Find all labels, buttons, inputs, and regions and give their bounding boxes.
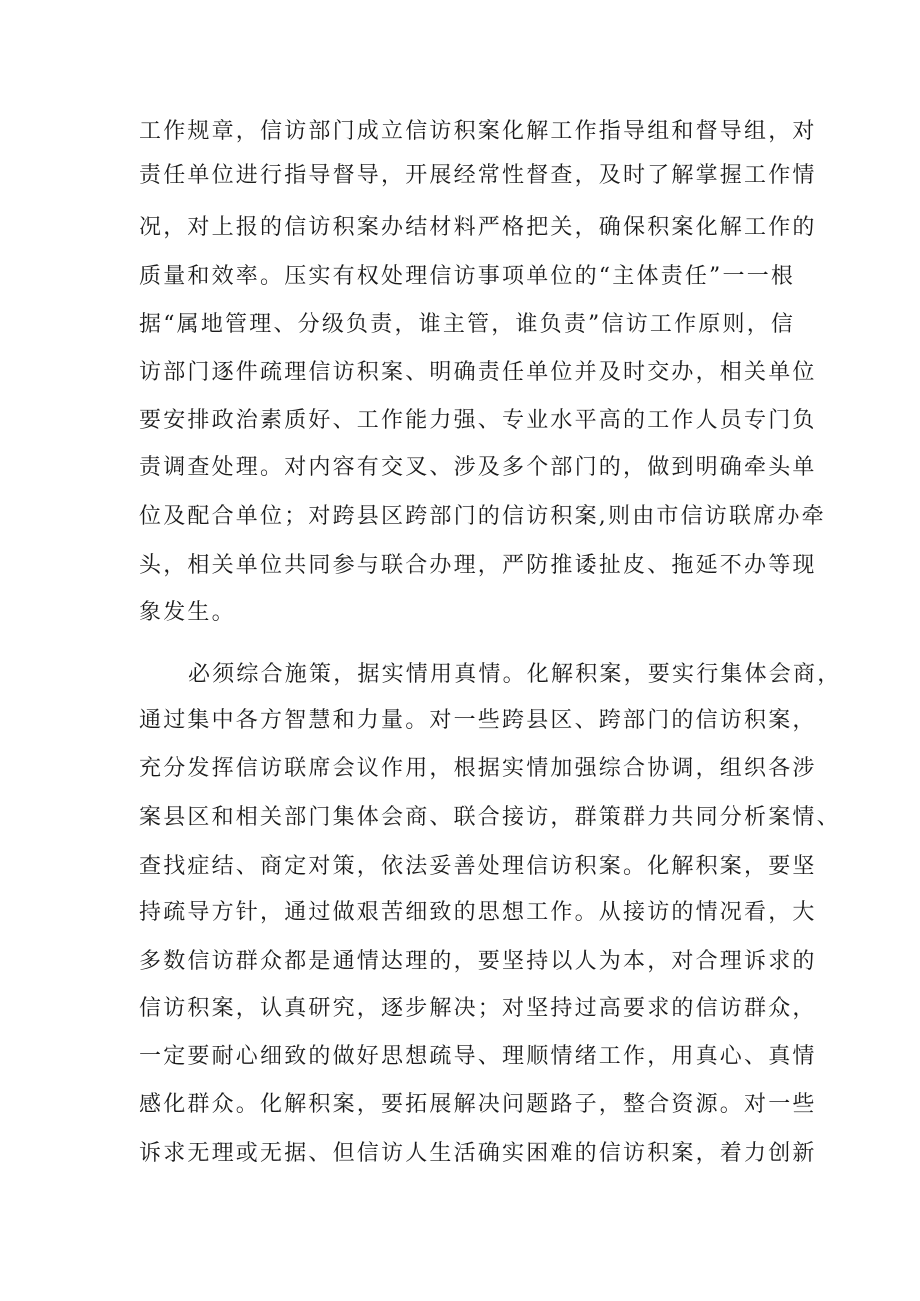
paragraph-line: 一定要耐心细致的做好思想疏导、理顺情绪工作，用真心、真情 [139, 1044, 817, 1069]
paragraph-line: 查找症结、商定对策，依法妥善处理信访积案。化解积案，要坚 [139, 854, 817, 879]
paragraph-line: 通过集中各方智慧和力量。对一些跨县区、跨部门的信访积案， [139, 708, 817, 733]
paragraph-line: 况，对上报的信访积案办结材料严格把关，确保积案化解工作的 [139, 215, 817, 240]
paragraph-line: 要安排政治素质好、工作能力强、专业水平高的工作人员专门负 [139, 408, 817, 433]
paragraph-line: 持疏导方针，通过做艰苦细致的思想工作。从接访的情况看，大 [139, 900, 817, 925]
paragraph-line: 充分发挥信访联席会议作用，根据实情加强综合协调，组织各涉 [139, 756, 817, 781]
paragraph-line: 质量和效率。压实有权处理信访事项单位的“主体责任”一一根 [139, 264, 796, 289]
paragraph-line: 信访积案，认真研究，逐步解决；对坚持过高要求的信访群众， [139, 996, 817, 1021]
paragraph-line: 案县区和相关部门集体会商、联合接访，群策群力共同分析案情、 [139, 805, 841, 830]
paragraph-line: 据“属地管理、分级负责，谁主管，谁负责”信访工作原则，信 [139, 312, 796, 337]
paragraph-line: 头，相关单位共同参与联合办理，严防推诿扯皮、拖延不办等现 [139, 553, 817, 578]
paragraph-line: 诉求无理或无据、但信访人生活确实困难的信访积案，着力创新 [139, 1141, 817, 1166]
paragraph-line: 访部门逐件疏理信访积案、明确责任单位并及时交办，相关单位 [139, 360, 817, 385]
paragraph-line: 责调查处理。对内容有交叉、涉及多个部门的，做到明确牵头单 [139, 455, 817, 480]
paragraph-line: 感化群众。化解积案，要拓展解决问题路子，整合资源。对一些 [139, 1092, 817, 1117]
paragraph-line: 责任单位进行指导督导，开展经常性督查，及时了解掌握工作情 [139, 163, 817, 188]
paragraph-line: 位及配合单位；对跨县区跨部门的信访积案,则由市信访联席办牵 [139, 504, 826, 529]
paragraph-line: 象发生。 [139, 600, 236, 625]
paragraph-line: 必须综合施策，据实情用真情。化解积案，要实行集体会商， [188, 662, 842, 687]
paragraph-line: 工作规章，信访部门成立信访积案化解工作指导组和督导组，对 [139, 119, 817, 144]
paragraph-line: 多数信访群众都是通情达理的，要坚持以人为本，对合理诉求的 [139, 949, 817, 974]
